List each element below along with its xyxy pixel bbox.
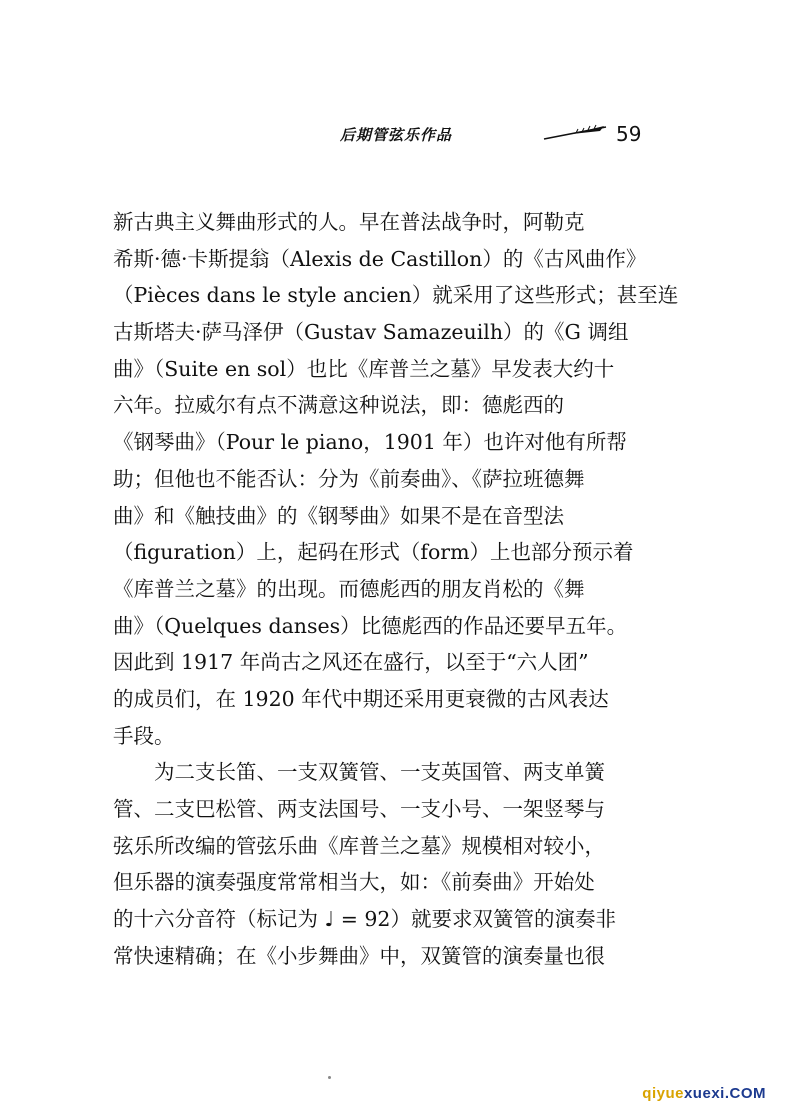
text-line: 《库普兰之墓》的出现。而德彪西的朋友肖松的《舞 [113,576,585,601]
text-line: 因此到 1917 年尚古之风还在盛行，以至于“六人团” [113,650,589,675]
running-header [340,120,670,150]
watermark-part-3: .COM [724,1085,766,1102]
text-line: 新古典主义舞曲形式的人。早在普法战争时，阿勒克 [113,210,585,234]
text-line: 的成员们，在 1920 年代中期还采用更衰微的古风表达 [113,686,609,711]
footer-dot [328,1076,331,1079]
page-number: 59 [616,122,642,146]
text-line: 手段。 [113,723,175,748]
text-line: 常快速精确；在《小步舞曲》中，双簧管的演奏量也很 [113,943,605,968]
text-line: 曲》和《触技曲》的《钢琴曲》如果不是在音型法 [113,503,564,528]
text-line: 曲》（Quelques danses）比德彪西的作品还要早五年。 [113,613,628,638]
text-line: 《钢琴曲》（Pour le piano，1901 年）也许对他有所帮 [113,430,627,455]
text-line: 希斯·德·卡斯提翁（Alexis de Castillon）的《古风曲作》 [113,246,647,271]
text-line: 但乐器的演奏强度常常相当大，如：《前奏曲》开始处 [113,870,595,895]
text-line: （figuration）上，起码在形式（form）上也部分预示着 [113,540,634,565]
watermark-part-1: qiyue [642,1085,684,1102]
text-line: 管、二支巴松管、两支法国号、一支小号、一架竖琴与 [113,797,605,821]
watermark-part-2: xuexi [683,1085,725,1102]
paragraph-start-line: 为二支长笛、一支双簧管、一支英国管、两支单簧 [154,760,605,785]
text-line: 的十六分音符（标记为 ♩ = 92）就要求双簧管的演奏非 [113,907,616,932]
text-line: （Pièces dans le style ancien）就采用了这些形式；甚至连 [113,283,679,308]
site-watermark [642,1085,766,1102]
header-ornament-icon [542,124,608,142]
running-header-title: 后期管弦乐作品 [340,126,453,144]
text-line: 助；但他也不能否认：分为《前奏曲》、《萨拉班德舞 [113,466,585,491]
text-line: 古斯塔夫·萨马泽伊（Gustav Samazeuilh）的《G 调组 [113,320,629,345]
text-line: 曲》（Suite en sol）也比《库普兰之墓》早发表大约十 [113,356,615,381]
body-text [113,204,713,974]
text-line: 弦乐所改编的管弦乐曲《库普兰之墓》规模相对较小， [113,833,605,858]
text-line: 六年。拉威尔有点不满意这种说法，即：德彪西的 [113,393,564,418]
